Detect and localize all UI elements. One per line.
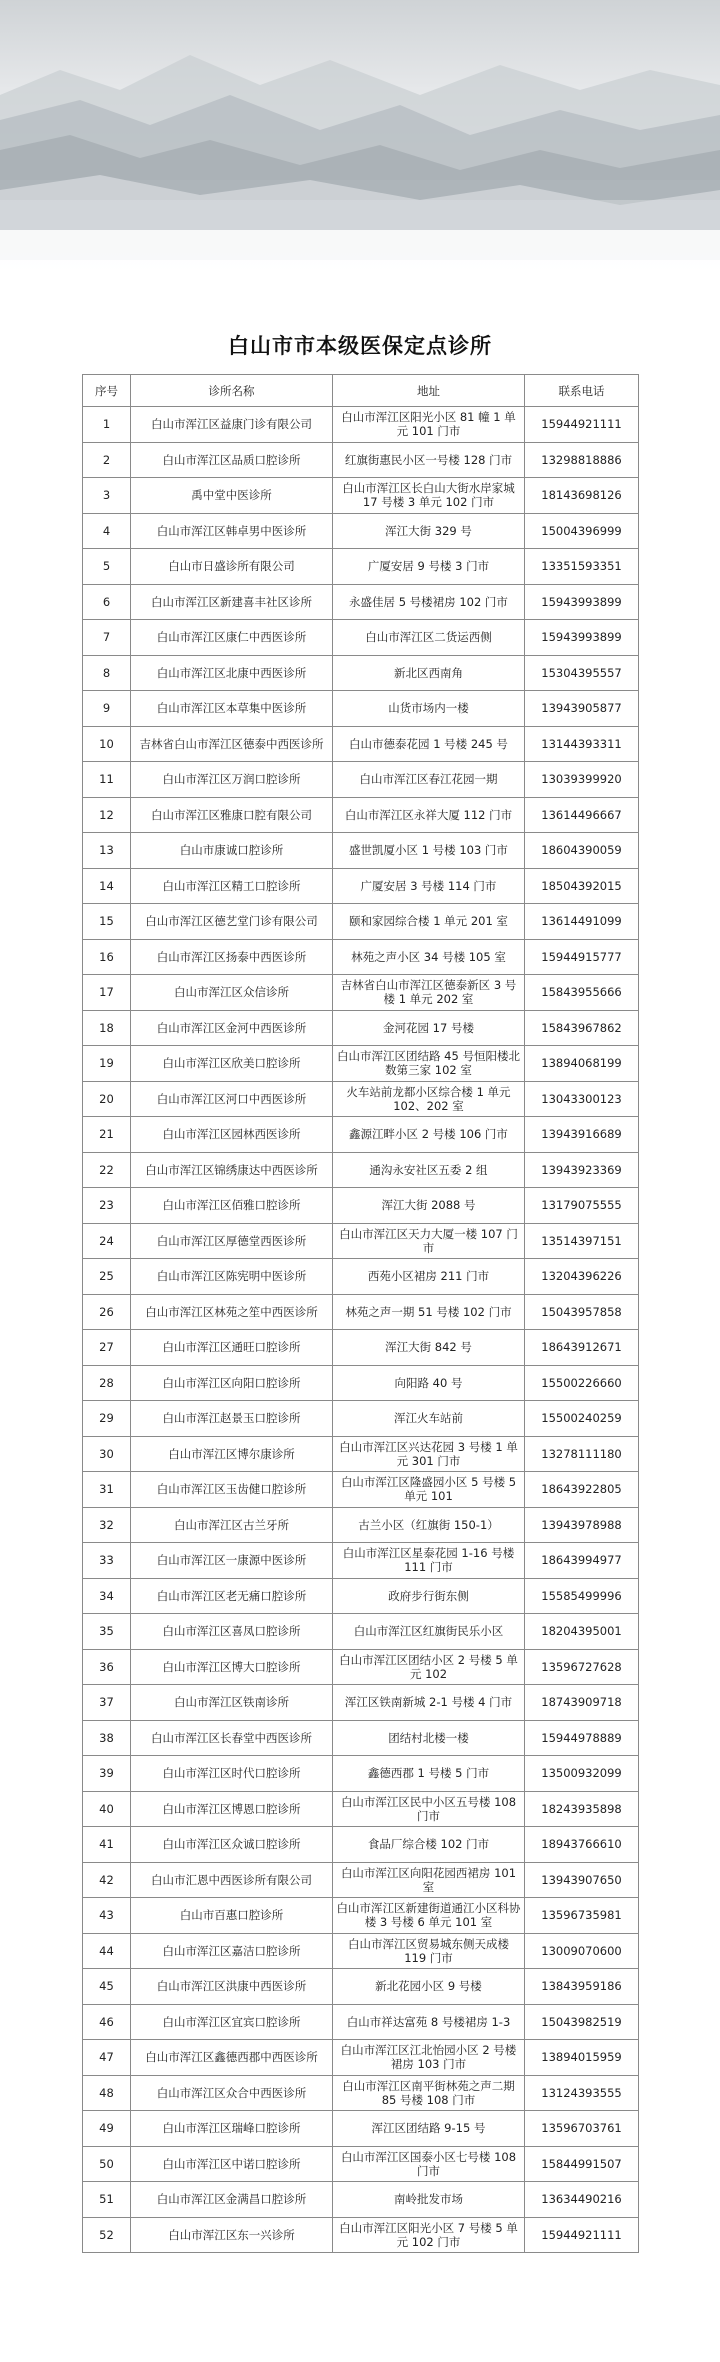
cell-phone: 18504392015	[525, 868, 639, 904]
cell-phone: 15585499996	[525, 1578, 639, 1614]
cell-phone: 13514397151	[525, 1223, 639, 1259]
cell-phone: 13596735981	[525, 1898, 639, 1934]
cell-phone: 18604390059	[525, 833, 639, 869]
cell-phone: 13614496667	[525, 797, 639, 833]
cell-no: 5	[83, 549, 131, 585]
cell-clinic-name: 白山市浑江区老无痛口腔诊所	[131, 1578, 333, 1614]
cell-address: 白山市浑江区阳光小区 7 号楼 5 单元 102 门市	[333, 2217, 525, 2253]
cell-no: 39	[83, 1756, 131, 1792]
cell-clinic-name: 白山市浑江区新建喜丰社区诊所	[131, 584, 333, 620]
cell-address: 白山市浑江区团结小区 2 号楼 5 单元 102	[333, 1649, 525, 1685]
cell-no: 37	[83, 1685, 131, 1721]
cell-clinic-name: 白山市浑江区东一兴诊所	[131, 2217, 333, 2253]
table-row	[83, 1259, 639, 1295]
cell-address: 白山市浑江区永祥大厦 112 门市	[333, 797, 525, 833]
cell-clinic-name: 白山市浑江区欣美口腔诊所	[131, 1046, 333, 1082]
cell-phone: 13009070600	[525, 1933, 639, 1969]
cell-phone: 18643912671	[525, 1330, 639, 1366]
cell-no: 52	[83, 2217, 131, 2253]
table-row	[83, 1188, 639, 1224]
cell-phone: 13843959186	[525, 1969, 639, 2005]
cell-clinic-name: 白山市浑江区一康源中医诊所	[131, 1543, 333, 1579]
cell-phone: 13124393555	[525, 2075, 639, 2111]
cell-clinic-name: 白山市浑江区厚德堂西医诊所	[131, 1223, 333, 1259]
cell-phone: 13043300123	[525, 1081, 639, 1117]
table-row	[83, 1862, 639, 1898]
cell-clinic-name: 白山市浑江区本草集中医诊所	[131, 691, 333, 727]
table-row	[83, 2146, 639, 2182]
table-row	[83, 2040, 639, 2076]
cell-no: 38	[83, 1720, 131, 1756]
cell-address: 广厦安居 3 号楼 114 门市	[333, 868, 525, 904]
page-title: 白山市市本级医保定点诊所	[228, 334, 492, 358]
cell-phone: 13179075555	[525, 1188, 639, 1224]
cell-address: 白山市浑江区天力大厦一楼 107 门市	[333, 1223, 525, 1259]
cell-clinic-name: 白山市浑江区精工口腔诊所	[131, 868, 333, 904]
cell-no: 10	[83, 726, 131, 762]
cell-no: 6	[83, 584, 131, 620]
cell-address: 新北花园小区 9 号楼	[333, 1969, 525, 2005]
cell-phone: 15004396999	[525, 513, 639, 549]
cell-address: 鑫源江畔小区 2 号楼 106 门市	[333, 1117, 525, 1153]
cell-no: 15	[83, 904, 131, 940]
cell-clinic-name: 白山市浑江区宜宾口腔诊所	[131, 2004, 333, 2040]
cell-phone: 13943907650	[525, 1862, 639, 1898]
cell-no: 21	[83, 1117, 131, 1153]
cell-no: 26	[83, 1294, 131, 1330]
cell-clinic-name: 白山市日盛诊所有限公司	[131, 549, 333, 585]
cell-address: 林苑之声小区 34 号楼 105 室	[333, 939, 525, 975]
table-row	[83, 1152, 639, 1188]
cell-address: 团结村北楼一楼	[333, 1720, 525, 1756]
cell-phone: 13943923369	[525, 1152, 639, 1188]
table-row	[83, 584, 639, 620]
cell-clinic-name: 白山市浑江区佰雅口腔诊所	[131, 1188, 333, 1224]
cell-clinic-name: 白山市浑江区扬泰中西医诊所	[131, 939, 333, 975]
cell-no: 20	[83, 1081, 131, 1117]
cell-clinic-name: 白山市浑江区金满昌口腔诊所	[131, 2182, 333, 2218]
cell-clinic-name: 白山市浑江区鑫德西郡中西医诊所	[131, 2040, 333, 2076]
cell-phone: 18204395001	[525, 1614, 639, 1650]
cell-phone: 13894068199	[525, 1046, 639, 1082]
table-body	[83, 407, 639, 2253]
cell-no: 36	[83, 1649, 131, 1685]
cell-no: 28	[83, 1365, 131, 1401]
cell-clinic-name: 白山市浑江区中诺口腔诊所	[131, 2146, 333, 2182]
cell-no: 22	[83, 1152, 131, 1188]
header-name: 诊所名称	[131, 375, 333, 407]
cell-phone: 15304395557	[525, 655, 639, 691]
cell-address: 白山市浑江区春江花园一期	[333, 762, 525, 798]
cell-phone: 13278111180	[525, 1436, 639, 1472]
table-row	[83, 1791, 639, 1827]
cell-no: 40	[83, 1791, 131, 1827]
cell-phone: 13039399920	[525, 762, 639, 798]
table-row	[83, 726, 639, 762]
cell-no: 32	[83, 1507, 131, 1543]
cell-address: 浑江大街 329 号	[333, 513, 525, 549]
cell-no: 33	[83, 1543, 131, 1579]
cell-address: 白山市浑江区团结路 45 号恒阳楼北数第三家 102 室	[333, 1046, 525, 1082]
cell-clinic-name: 白山市浑江区博尔康诊所	[131, 1436, 333, 1472]
cell-address: 永盛佳居 5 号楼裙房 102 门市	[333, 584, 525, 620]
table-row	[83, 549, 639, 585]
cell-address: 浑江区铁南新城 2-1 号楼 4 门市	[333, 1685, 525, 1721]
cell-no: 34	[83, 1578, 131, 1614]
cell-address: 吉林省白山市浑江区德泰新区 3 号楼 1 单元 202 室	[333, 975, 525, 1011]
header-phone: 联系电话	[525, 375, 639, 407]
table-row	[83, 1969, 639, 2005]
table-row	[83, 442, 639, 478]
table-row	[83, 2182, 639, 2218]
table-row	[83, 1933, 639, 1969]
table-row	[83, 1330, 639, 1366]
cell-clinic-name: 白山市浑江区古兰牙所	[131, 1507, 333, 1543]
cell-address: 白山市浑江区南平街林苑之声二期 85 号楼 108 门市	[333, 2075, 525, 2111]
table-row	[83, 407, 639, 443]
cell-phone: 15944921111	[525, 2217, 639, 2253]
cell-phone: 15500226660	[525, 1365, 639, 1401]
cell-no: 13	[83, 833, 131, 869]
cell-address: 白山市浑江区阳光小区 81 幢 1 单元 101 门市	[333, 407, 525, 443]
cell-address: 白山市浑江区兴达花园 3 号楼 1 单元 301 门市	[333, 1436, 525, 1472]
table-row	[83, 904, 639, 940]
cell-clinic-name: 吉林省白山市浑江区德泰中西医诊所	[131, 726, 333, 762]
table-row	[83, 939, 639, 975]
mountain-landscape-image	[0, 0, 720, 300]
cell-clinic-name: 白山市浑江区万润口腔诊所	[131, 762, 333, 798]
table-row	[83, 1117, 639, 1153]
cell-phone: 15043982519	[525, 2004, 639, 2040]
cell-phone: 13894015959	[525, 2040, 639, 2076]
cell-phone: 18643994977	[525, 1543, 639, 1579]
cell-address: 白山市德泰花园 1 号楼 245 号	[333, 726, 525, 762]
table-row	[83, 762, 639, 798]
cell-no: 1	[83, 407, 131, 443]
cell-address: 白山市浑江区国泰小区七号楼 108 门市	[333, 2146, 525, 2182]
mountain-banner	[0, 0, 720, 300]
header-address: 地址	[333, 375, 525, 407]
table-row	[83, 1720, 639, 1756]
cell-phone: 15944921111	[525, 407, 639, 443]
cell-clinic-name: 白山市浑江区博恩口腔诊所	[131, 1791, 333, 1827]
table-row	[83, 1472, 639, 1508]
cell-no: 51	[83, 2182, 131, 2218]
cell-phone: 13298818886	[525, 442, 639, 478]
cell-no: 14	[83, 868, 131, 904]
cell-clinic-name: 白山市浑江区嘉洁口腔诊所	[131, 1933, 333, 1969]
cell-no: 24	[83, 1223, 131, 1259]
cell-no: 12	[83, 797, 131, 833]
cell-clinic-name: 白山市浑江区韩卓男中医诊所	[131, 513, 333, 549]
cell-clinic-name: 白山市浑江区瑞峰口腔诊所	[131, 2111, 333, 2147]
cell-phone: 13634490216	[525, 2182, 639, 2218]
cell-no: 46	[83, 2004, 131, 2040]
table-row	[83, 1365, 639, 1401]
cell-phone: 18943766610	[525, 1827, 639, 1863]
table-row	[83, 1649, 639, 1685]
cell-phone: 18143698126	[525, 478, 639, 514]
cell-address: 浑江区团结路 9-15 号	[333, 2111, 525, 2147]
cell-clinic-name: 白山市浑江区博大口腔诊所	[131, 1649, 333, 1685]
cell-phone: 13596703761	[525, 2111, 639, 2147]
cell-clinic-name: 白山市浑江区德艺堂门诊有限公司	[131, 904, 333, 940]
cell-clinic-name: 白山市浑江区康仁中西医诊所	[131, 620, 333, 656]
cell-clinic-name: 白山市浑江区林苑之笙中西医诊所	[131, 1294, 333, 1330]
table-row	[83, 513, 639, 549]
cell-address: 金河花园 17 号楼	[333, 1010, 525, 1046]
cell-no: 25	[83, 1259, 131, 1295]
table-row	[83, 1046, 639, 1082]
cell-address: 浑江火车站前	[333, 1401, 525, 1437]
cell-phone: 13500932099	[525, 1756, 639, 1792]
cell-no: 7	[83, 620, 131, 656]
cell-phone: 15943993899	[525, 620, 639, 656]
cell-no: 11	[83, 762, 131, 798]
cell-address: 向阳路 40 号	[333, 1365, 525, 1401]
table-row	[83, 1010, 639, 1046]
table-header-row	[83, 375, 639, 407]
cell-phone: 15844991507	[525, 2146, 639, 2182]
cell-no: 49	[83, 2111, 131, 2147]
cell-no: 48	[83, 2075, 131, 2111]
cell-clinic-name: 白山市浑江区雅康口腔有限公司	[131, 797, 333, 833]
table-row	[83, 1614, 639, 1650]
cell-clinic-name: 白山市浑江区洪康中西医诊所	[131, 1969, 333, 2005]
clinic-table	[82, 374, 639, 2253]
cell-address: 白山市浑江区长白山大街水岸家城 17 号楼 3 单元 102 门市	[333, 478, 525, 514]
table-row	[83, 1543, 639, 1579]
cell-address: 白山市浑江区向阳花园西裙房 101 室	[333, 1862, 525, 1898]
cell-address: 盛世凯厦小区 1 号楼 103 门市	[333, 833, 525, 869]
cell-clinic-name: 白山市浑江区陈宪明中医诊所	[131, 1259, 333, 1295]
cell-clinic-name: 白山市浑江区河口中西医诊所	[131, 1081, 333, 1117]
cell-address: 政府步行街东侧	[333, 1578, 525, 1614]
cell-address: 古兰小区（红旗街 150-1）	[333, 1507, 525, 1543]
table-row	[83, 1827, 639, 1863]
cell-address: 林苑之声一期 51 号楼 102 门市	[333, 1294, 525, 1330]
cell-no: 41	[83, 1827, 131, 1863]
cell-address: 通沟永安社区五委 2 组	[333, 1152, 525, 1188]
table-row	[83, 1898, 639, 1934]
table-row	[83, 2075, 639, 2111]
cell-clinic-name: 白山市浑江区园林西医诊所	[131, 1117, 333, 1153]
cell-no: 27	[83, 1330, 131, 1366]
cell-clinic-name: 白山市浑江区喜凤口腔诊所	[131, 1614, 333, 1650]
cell-clinic-name: 白山市浑江区益康门诊有限公司	[131, 407, 333, 443]
cell-address: 西苑小区裙房 211 门市	[333, 1259, 525, 1295]
table-row	[83, 2004, 639, 2040]
cell-address: 浑江大街 842 号	[333, 1330, 525, 1366]
cell-address: 白山市浑江区隆盛园小区 5 号楼 5 单元 101	[333, 1472, 525, 1508]
cell-clinic-name: 白山市浑江区时代口腔诊所	[131, 1756, 333, 1792]
cell-phone: 15944978889	[525, 1720, 639, 1756]
cell-clinic-name: 白山市百惠口腔诊所	[131, 1898, 333, 1934]
cell-address: 白山市浑江区星泰花园 1-16 号楼 111 门市	[333, 1543, 525, 1579]
cell-phone: 13943978988	[525, 1507, 639, 1543]
cell-address: 白山市祥达富苑 8 号楼裙房 1-3	[333, 2004, 525, 2040]
cell-phone: 13204396226	[525, 1259, 639, 1295]
cell-no: 23	[83, 1188, 131, 1224]
cell-no: 18	[83, 1010, 131, 1046]
cell-phone: 13614491099	[525, 904, 639, 940]
cell-address: 白山市浑江区红旗街民乐小区	[333, 1614, 525, 1650]
cell-clinic-name: 白山市康诚口腔诊所	[131, 833, 333, 869]
table-row	[83, 1401, 639, 1437]
cell-phone: 15943993899	[525, 584, 639, 620]
cell-no: 2	[83, 442, 131, 478]
cell-address: 火车站前龙都小区综合楼 1 单元 102、202 室	[333, 1081, 525, 1117]
cell-no: 44	[83, 1933, 131, 1969]
cell-phone: 13596727628	[525, 1649, 639, 1685]
cell-phone: 15043957858	[525, 1294, 639, 1330]
cell-no: 47	[83, 2040, 131, 2076]
cell-address: 白山市浑江区民中小区五号楼 108 门市	[333, 1791, 525, 1827]
cell-address: 颐和家园综合楼 1 单元 201 室	[333, 904, 525, 940]
cell-phone: 18643922805	[525, 1472, 639, 1508]
cell-clinic-name: 白山市浑江区北康中西医诊所	[131, 655, 333, 691]
cell-no: 45	[83, 1969, 131, 2005]
cell-address: 红旗街惠民小区一号楼 128 门市	[333, 442, 525, 478]
table-row	[83, 1756, 639, 1792]
cell-clinic-name: 白山市浑江区众诚口腔诊所	[131, 1827, 333, 1863]
cell-phone: 15500240259	[525, 1401, 639, 1437]
table-row	[83, 478, 639, 514]
cell-no: 30	[83, 1436, 131, 1472]
cell-address: 白山市浑江区江北怡园小区 2 号楼裙房 103 门市	[333, 2040, 525, 2076]
cell-phone: 13144393311	[525, 726, 639, 762]
table-row	[83, 2217, 639, 2253]
cell-no: 17	[83, 975, 131, 1011]
table-row	[83, 620, 639, 656]
table-row	[83, 1436, 639, 1472]
table-row	[83, 975, 639, 1011]
cell-phone: 18243935898	[525, 1791, 639, 1827]
cell-address: 新北区西南角	[333, 655, 525, 691]
cell-address: 白山市浑江区新建街道通江小区科协楼 3 号楼 6 单元 101 室	[333, 1898, 525, 1934]
table-row	[83, 1081, 639, 1117]
cell-phone: 13351593351	[525, 549, 639, 585]
table-row	[83, 691, 639, 727]
cell-phone: 15843967862	[525, 1010, 639, 1046]
cell-address: 食品厂综合楼 102 门市	[333, 1827, 525, 1863]
table-row	[83, 868, 639, 904]
cell-phone: 13943905877	[525, 691, 639, 727]
cell-no: 16	[83, 939, 131, 975]
cell-address: 白山市浑江区二货运西侧	[333, 620, 525, 656]
cell-phone: 15944915777	[525, 939, 639, 975]
cell-clinic-name: 白山市汇恩中西医诊所有限公司	[131, 1862, 333, 1898]
table-row	[83, 1294, 639, 1330]
cell-phone: 18743909718	[525, 1685, 639, 1721]
cell-address: 鑫德西郡 1 号楼 5 门市	[333, 1756, 525, 1792]
cell-clinic-name: 白山市浑江区铁南诊所	[131, 1685, 333, 1721]
cell-clinic-name: 白山市浑江区锦绣康达中西医诊所	[131, 1152, 333, 1188]
cell-no: 19	[83, 1046, 131, 1082]
cell-no: 4	[83, 513, 131, 549]
cell-no: 31	[83, 1472, 131, 1508]
cell-clinic-name: 白山市浑江区众信诊所	[131, 975, 333, 1011]
cell-no: 8	[83, 655, 131, 691]
cell-phone: 15843955666	[525, 975, 639, 1011]
cell-no: 3	[83, 478, 131, 514]
table-row	[83, 797, 639, 833]
cell-clinic-name: 白山市浑江区长春堂中西医诊所	[131, 1720, 333, 1756]
table-row	[83, 833, 639, 869]
cell-address: 浑江大街 2088 号	[333, 1188, 525, 1224]
cell-phone: 13943916689	[525, 1117, 639, 1153]
cell-clinic-name: 白山市浑江区众合中西医诊所	[131, 2075, 333, 2111]
cell-address: 白山市浑江区贸易城东侧天成楼 119 门市	[333, 1933, 525, 1969]
header-no: 序号	[83, 375, 131, 407]
table-row	[83, 1223, 639, 1259]
cell-clinic-name: 白山市浑江区向阳口腔诊所	[131, 1365, 333, 1401]
cell-clinic-name: 白山市浑江区品质口腔诊所	[131, 442, 333, 478]
cell-no: 42	[83, 1862, 131, 1898]
table-row	[83, 1507, 639, 1543]
cell-clinic-name: 白山市浑江赵景玉口腔诊所	[131, 1401, 333, 1437]
cell-no: 50	[83, 2146, 131, 2182]
cell-no: 9	[83, 691, 131, 727]
cell-clinic-name: 白山市浑江区玉齿健口腔诊所	[131, 1472, 333, 1508]
cell-address: 山货市场内一楼	[333, 691, 525, 727]
table-row	[83, 655, 639, 691]
cell-clinic-name: 禹中堂中医诊所	[131, 478, 333, 514]
cell-clinic-name: 白山市浑江区通旺口腔诊所	[131, 1330, 333, 1366]
cell-address: 广厦安居 9 号楼 3 门市	[333, 549, 525, 585]
table-row	[83, 2111, 639, 2147]
cell-no: 43	[83, 1898, 131, 1934]
cell-no: 35	[83, 1614, 131, 1650]
cell-clinic-name: 白山市浑江区金河中西医诊所	[131, 1010, 333, 1046]
cell-address: 南岭批发市场	[333, 2182, 525, 2218]
table-row	[83, 1578, 639, 1614]
table-row	[83, 1685, 639, 1721]
cell-no: 29	[83, 1401, 131, 1437]
